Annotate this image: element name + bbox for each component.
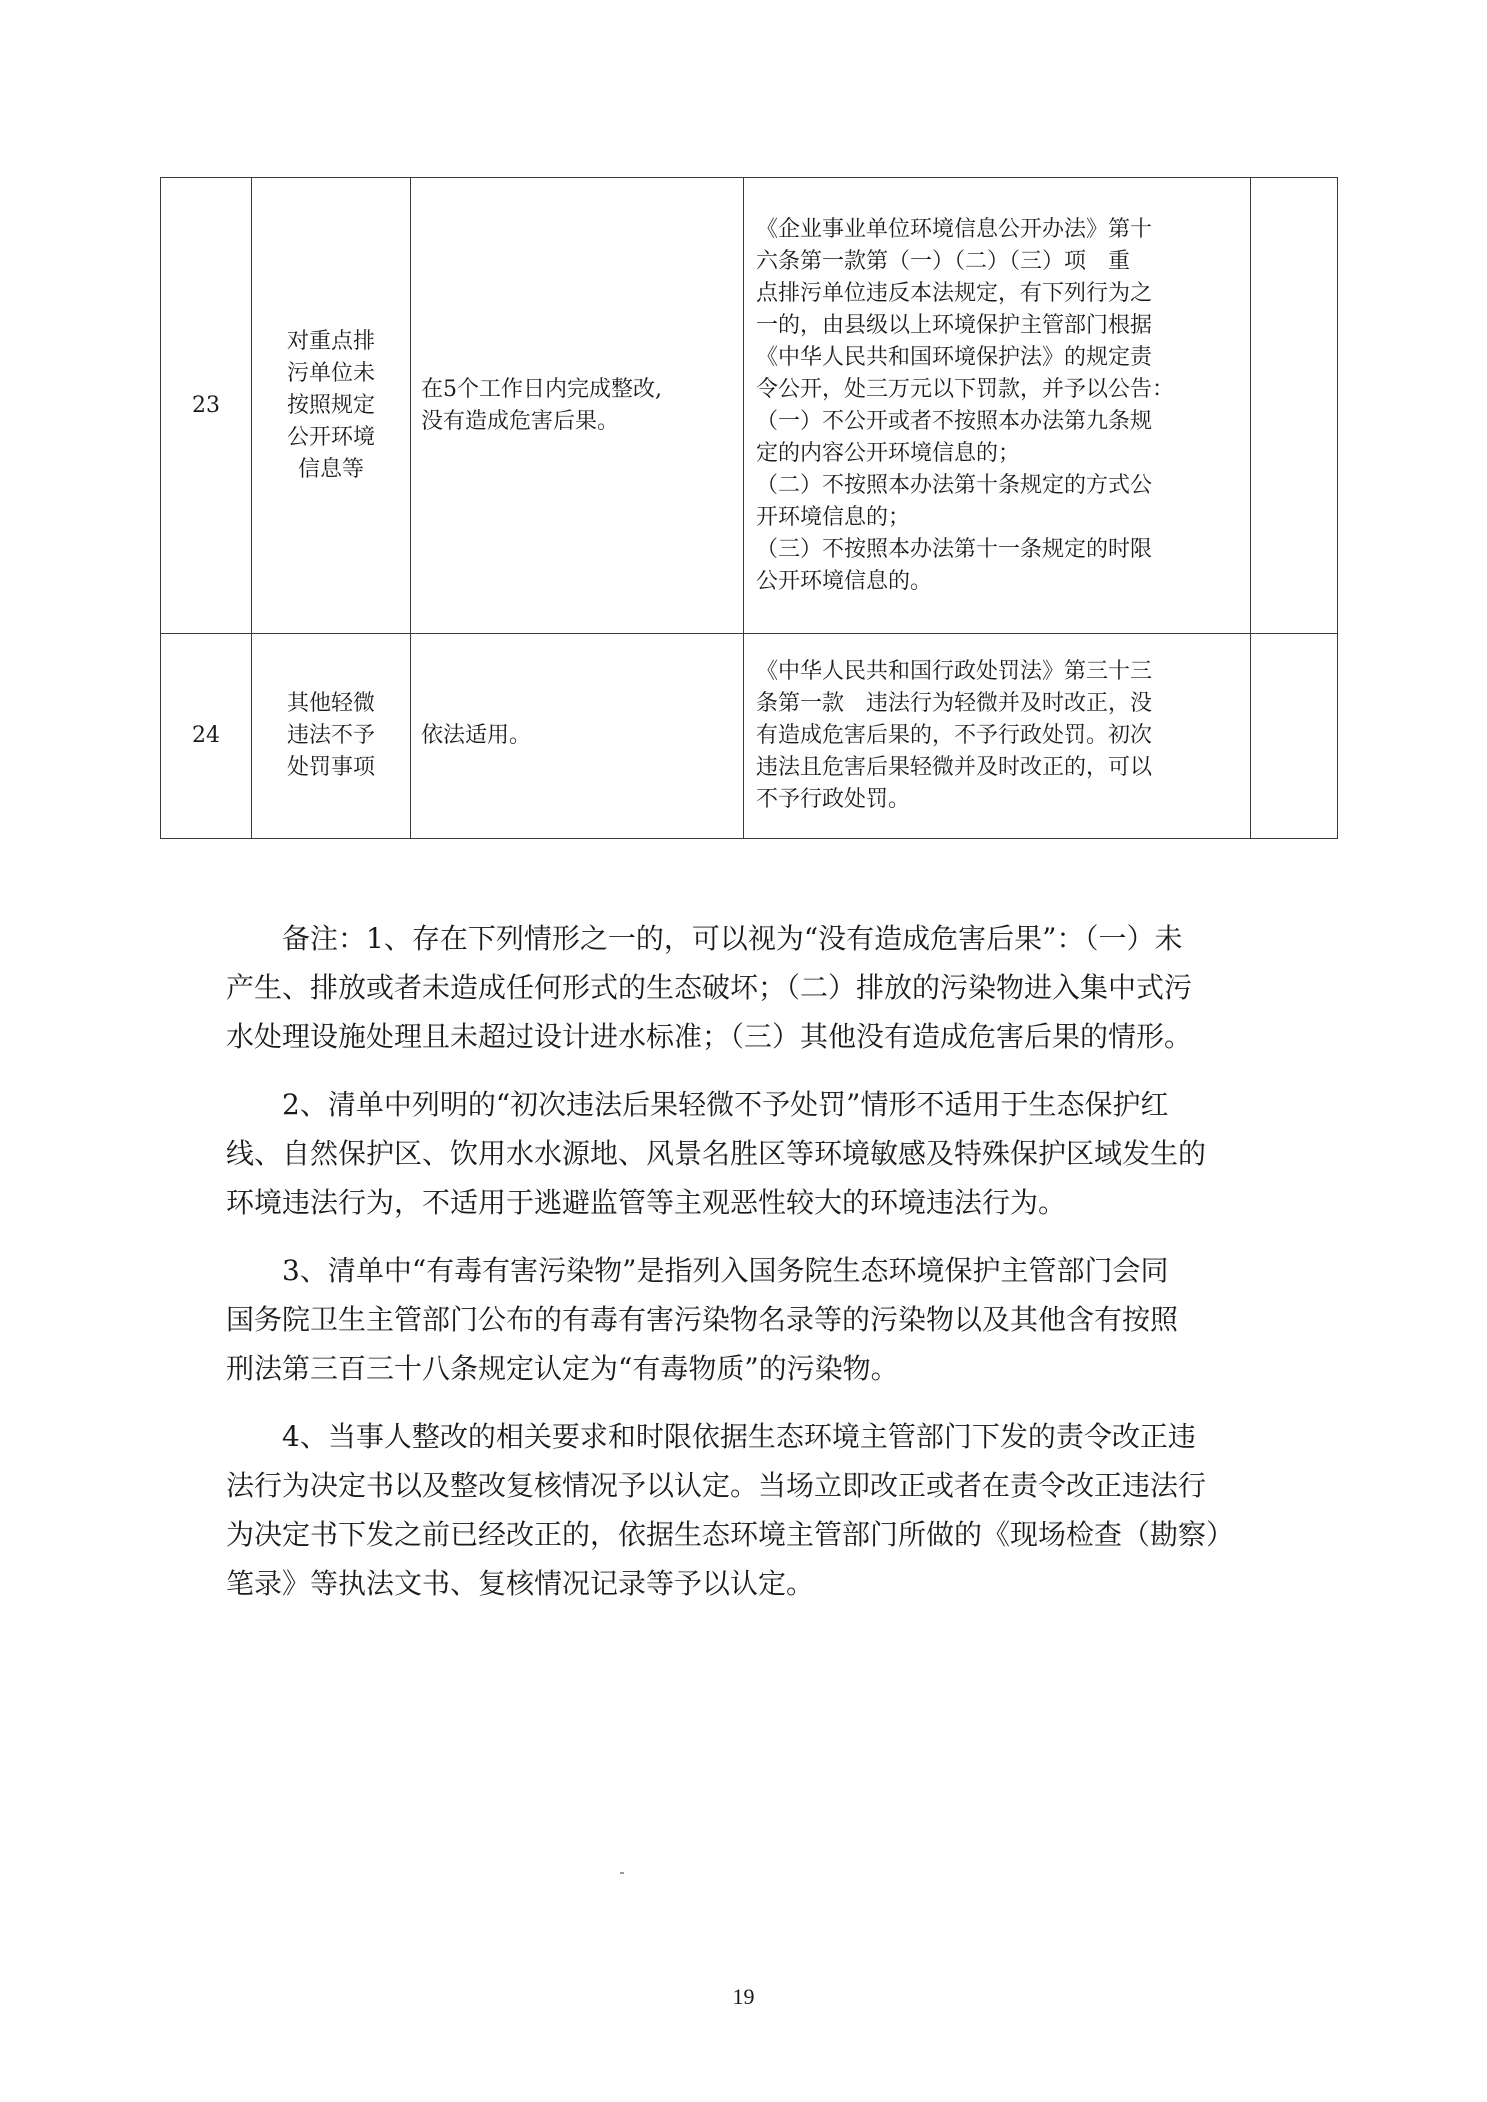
basis-line: 《中华人民共和国行政处罚法》第三十三	[756, 659, 1153, 684]
exemption-condition	[411, 634, 744, 839]
note-1	[226, 914, 1272, 1061]
basis-line: 令公开，处三万元以下罚款，并予以公告：	[756, 376, 1175, 402]
note-line: 备注：1、存在下列情形之一的，可以视为“没有造成危害后果”：（一）未	[282, 922, 1183, 955]
note-line: 产生、排放或者未造成任何形式的生态破坏；（二）排放的污染物进入集中式污	[226, 971, 1193, 1004]
note-line: 为决定书下发之前已经改正的，依据生态环境主管部门所做的《现场检查（勘察）	[226, 1518, 1235, 1551]
note-line: 法行为决定书以及整改复核情况予以认定。当场立即改正或者在责令改正违法行	[226, 1469, 1207, 1502]
note-line: 3、清单中“有毒有害污染物”是指列入国务院生态环境保护主管部门会同	[282, 1254, 1169, 1287]
legal-basis	[744, 178, 1251, 634]
item-line: 处罚事项	[286, 755, 375, 780]
legal-basis	[744, 634, 1251, 839]
basis-line: 《企业事业单位环境信息公开办法》第十	[756, 216, 1153, 242]
basis-line: 不予行政处罚。	[756, 787, 911, 812]
basis-line: 定的内容公开环境信息的；	[756, 440, 1021, 466]
item-line: 其他轻微	[286, 691, 375, 716]
row-number: 24	[161, 634, 252, 839]
remarks-cell	[1251, 178, 1338, 634]
note-line: 笔录》等执法文书、复核情况记录等予以认定。	[226, 1567, 815, 1600]
basis-line: （一）不公开或者不按照本办法第九条规	[756, 408, 1153, 434]
page-number: 19	[732, 1984, 755, 2009]
note-line: 水处理设施处理且未超过设计进水标准；（三）其他没有造成危害后果的情形。	[226, 1020, 1193, 1053]
violation-item	[252, 634, 411, 839]
note-line: 线、自然保护区、饮用水水源地、风景名胜区等环境敏感及特殊保护区域发生的	[226, 1137, 1207, 1170]
table-row	[161, 634, 1338, 839]
item-line: 按照规定	[286, 392, 375, 418]
basis-line: 六条第一款第（一）（二）（三）项 重	[756, 248, 1131, 274]
table-row	[161, 178, 1338, 634]
basis-line: （二）不按照本办法第十条规定的方式公	[756, 472, 1153, 498]
note-line: 国务院卫生主管部门公布的有毒有害污染物名录等的污染物以及其他含有按照	[226, 1303, 1179, 1336]
violation-item	[252, 178, 411, 634]
note-2	[226, 1080, 1272, 1227]
condition-line: 依法适用。	[421, 723, 532, 748]
basis-line: 点排污单位违反本法规定，有下列行为之	[756, 280, 1153, 306]
basis-line: 公开环境信息的。	[756, 568, 933, 594]
scan-speck	[620, 1872, 624, 1874]
item-line: 公开环境	[286, 424, 375, 450]
remarks-cell	[1251, 634, 1338, 839]
basis-line: 开环境信息的；	[756, 504, 911, 530]
note-line: 环境违法行为，不适用于逃避监管等主观恶性较大的环境违法行为。	[226, 1186, 1067, 1219]
note-line: 刑法第三百三十八条规定认定为“有毒物质”的污染物。	[226, 1352, 899, 1385]
note-4	[226, 1412, 1272, 1608]
item-line: 对重点排	[286, 328, 375, 354]
exemption-condition	[411, 178, 744, 634]
item-line: 信息等	[297, 456, 364, 482]
note-line: 4、当事人整改的相关要求和时限依据生态环境主管部门下发的责令改正违	[282, 1420, 1196, 1453]
item-line: 污单位未	[286, 360, 375, 386]
basis-line: 条第一款 违法行为轻微并及时改正，没	[756, 691, 1153, 716]
condition-line: 在5个工作日内完成整改,	[421, 376, 662, 402]
item-line: 违法不予	[286, 723, 375, 748]
basis-line: 《中华人民共和国环境保护法》的规定责	[756, 344, 1153, 370]
row-number: 23	[161, 178, 252, 634]
basis-line: （三）不按照本办法第十一条规定的时限	[756, 536, 1153, 562]
note-3	[226, 1246, 1272, 1393]
penalty-exemption-table	[160, 177, 1338, 839]
condition-line: 没有造成危害后果。	[421, 408, 620, 434]
basis-line: 违法且危害后果轻微并及时改正的，可以	[756, 755, 1153, 780]
note-line: 2、清单中列明的“初次违法后果轻微不予处罚”情形不适用于生态保护红	[282, 1088, 1169, 1121]
basis-line: 一的，由县级以上环境保护主管部门根据	[756, 312, 1153, 338]
basis-line: 有造成危害后果的，不予行政处罚。初次	[756, 723, 1153, 748]
